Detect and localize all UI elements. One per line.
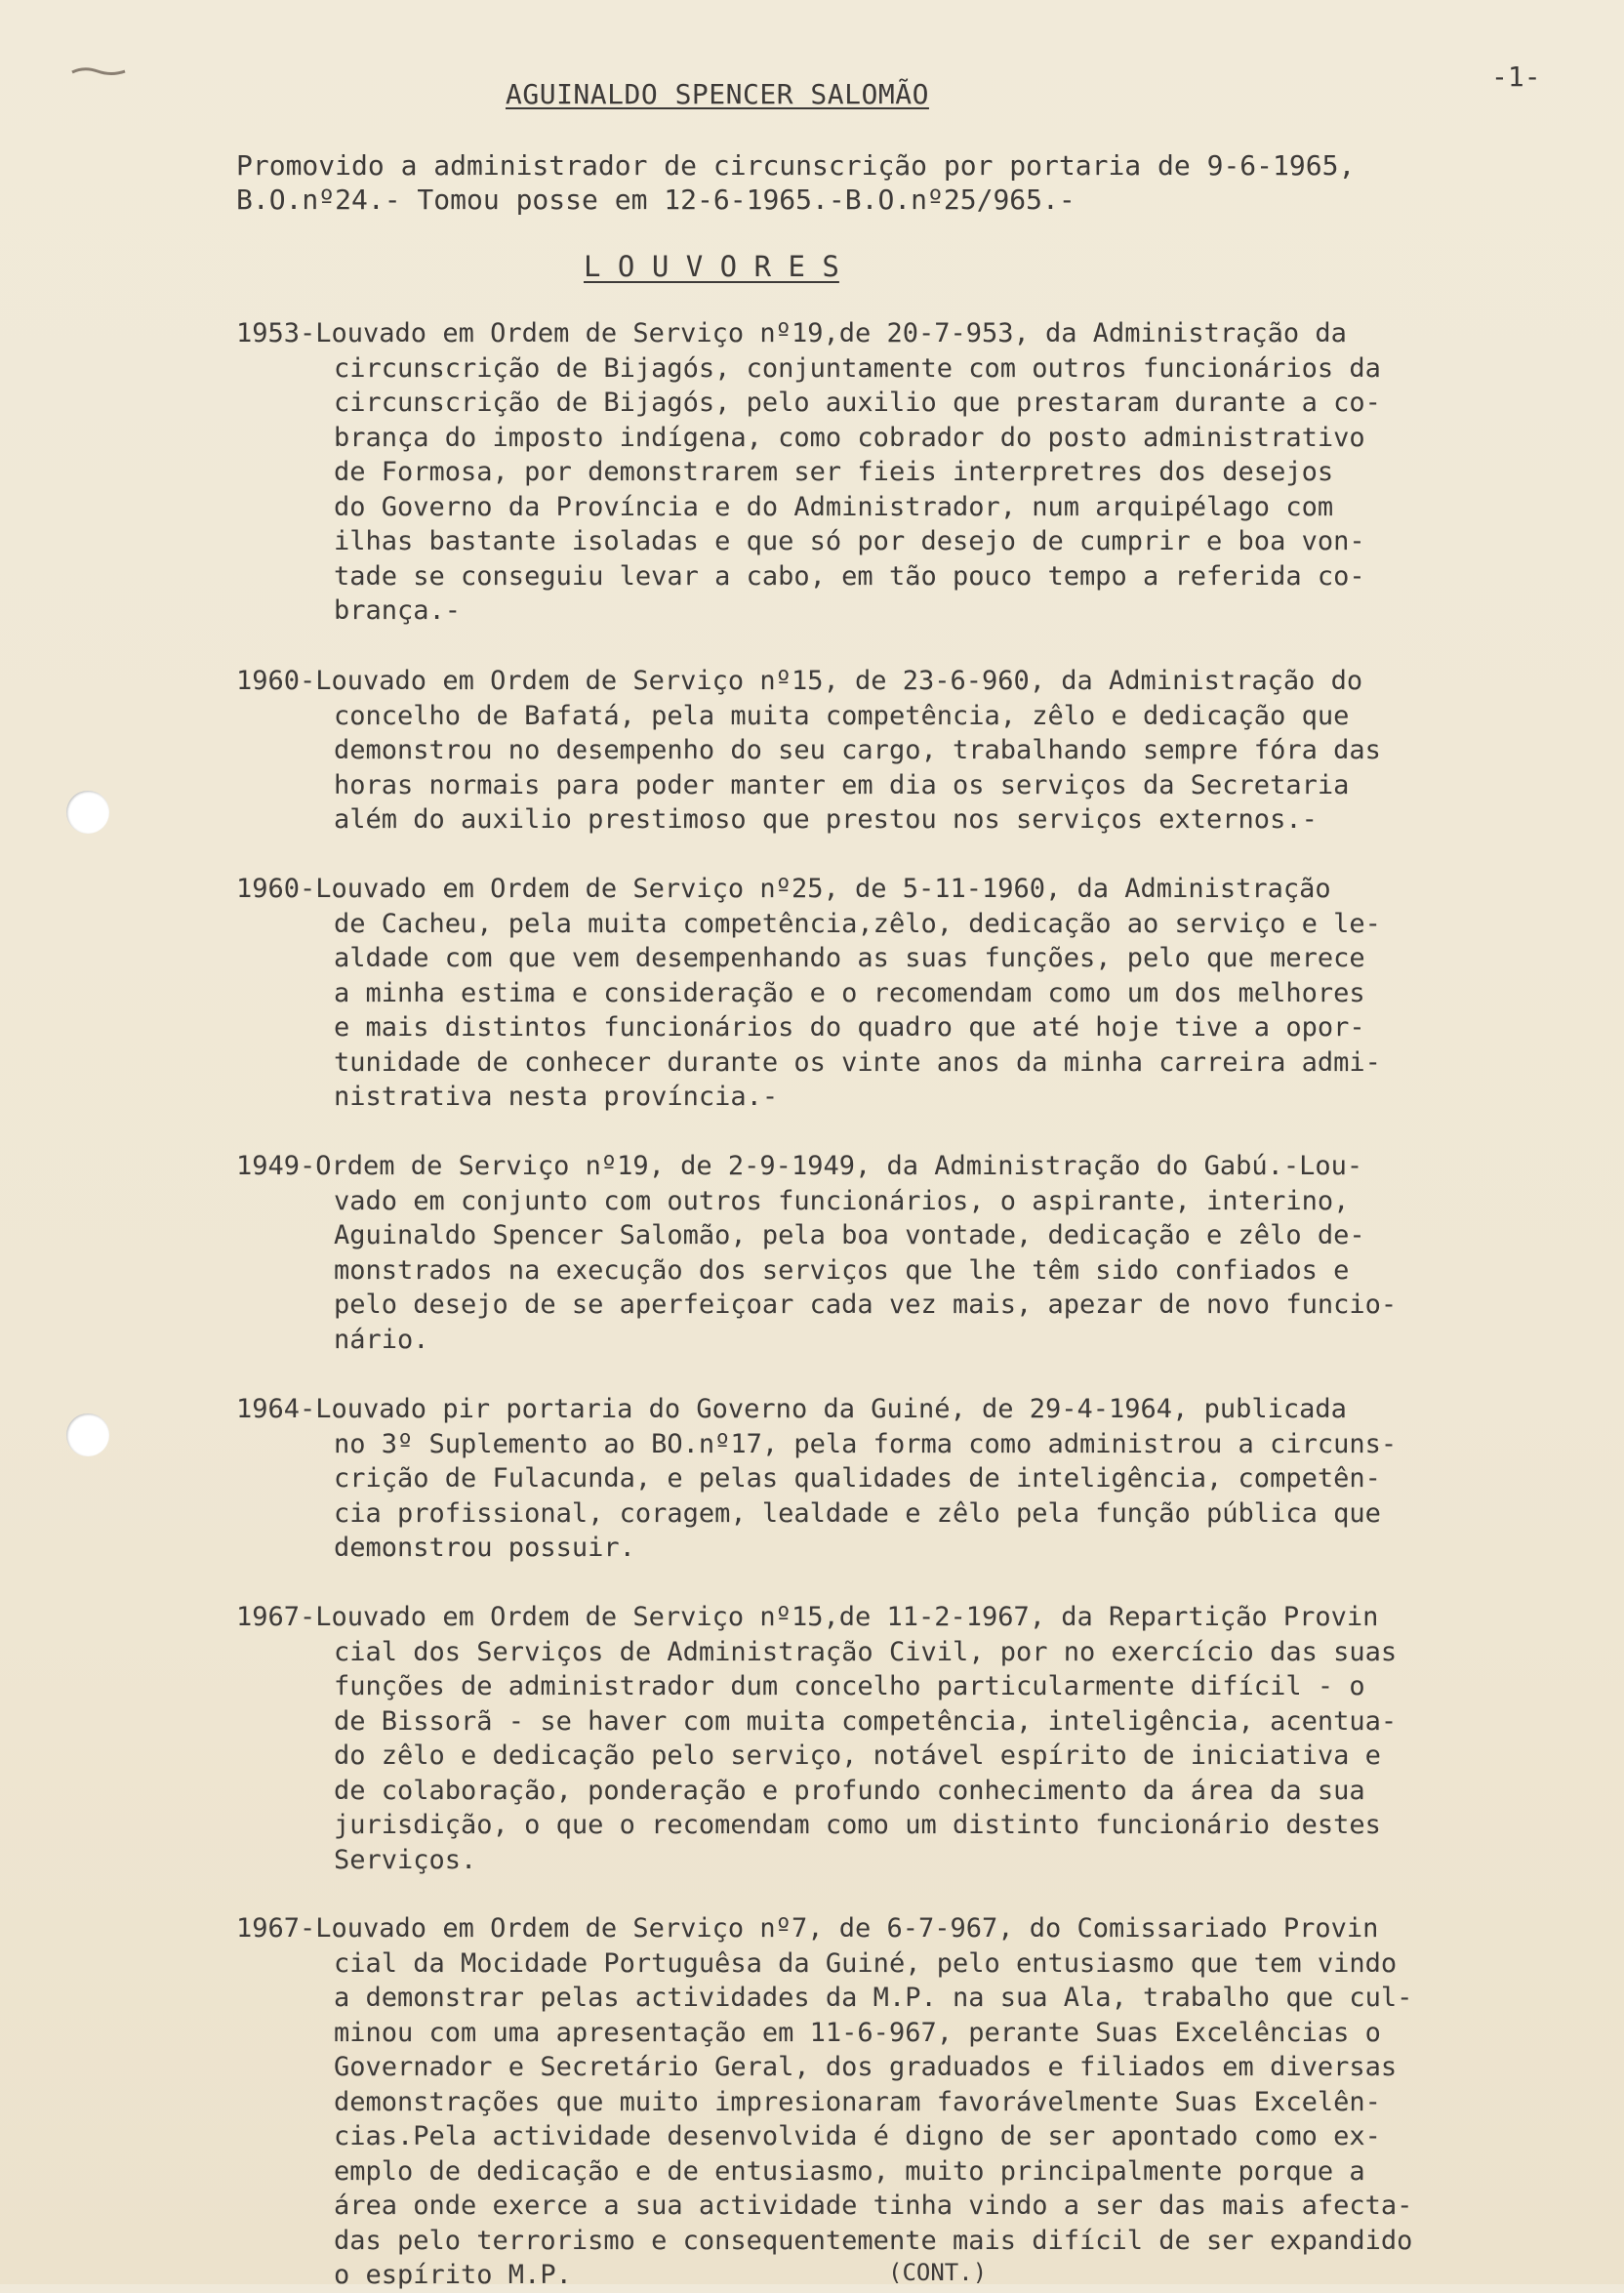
entry-line: nário. [334,1324,429,1355]
entry-line: de Cacheu, pela muita competência,zêlo, dedicação ao serviço e le- [334,908,1381,939]
commendation-entry [236,1149,1622,1357]
entry-line: e mais distintos funcionários do quadro que até hoje tive a opor- [334,1012,1365,1043]
punch-hole-upper [66,791,109,834]
page-number: -1- [1491,61,1541,93]
entry-line: área onde exerce a sua actividade tinha vindo a ser das mais afecta- [334,2191,1413,2221]
entry-line: demonstrou possuir. [334,1533,635,1563]
entry-line: do Governo da Província e do Administrador, num arquipélago com [334,491,1334,522]
entry-line: de Bissorã - se haver com muita competência, inteligência, acentua- [334,1705,1398,1737]
promotion-line: Promovido a administrador de circunscrição por portaria de 9-6-1965, [236,149,1356,182]
entry-line: cias.Pela actividade desenvolvida é digno de ser apontado como ex- [334,2121,1381,2151]
entry-line: ilhas bastante isoladas e que só por desejo de cumprir e boa von- [334,526,1365,556]
entry-line: vado em conjunto com outros funcionários, o aspirante, interino, [334,1185,1350,1216]
entry-line: pelo desejo de se aperfeiçoar cada vez mais, apezar de novo funcio- [334,1290,1398,1320]
entry-line: demonstrou no desempenho do seu cargo, trabalhando sempre fóra das [334,735,1381,765]
entry-line: do zêlo e dedicação pelo serviço, notável espírito de iniciativa e [334,1740,1381,1771]
entry-line: concelho de Bafatá, pela muita competência, zêlo e dedicação que [334,700,1350,731]
entry-line: 1960-Louvado em Ordem de Serviço nº15, de 23-6-960, da Administração do [236,666,1363,696]
promotion-note [236,148,1593,217]
section-title: L O U V O R E S [584,250,839,283]
entry-line: a demonstrar pelas actividades da M.P. na sua Ala, trabalho que cul- [334,1983,1413,2013]
commendation-entry [236,664,1622,838]
entry-line: cial da Mocidade Portuguêsa da Guiné, pelo entusiasmo que tem vindo [334,1947,1398,1979]
entry-line: monstrados na execução dos serviços que lhe têm sido confiados e [334,1254,1350,1286]
entry-line: aldade com que vem desempenhando as suas funções, pelo que merece [334,943,1365,973]
entry-line: de Formosa, por demonstrarem ser fieis interpretres dos desejos [334,457,1334,487]
commendation-entry [236,872,1622,1115]
entry-line: demonstrações que muito impresionaram favorávelmente Suas Excelên- [334,2086,1381,2117]
document-heading: AGUINALDO SPENCER SALOMÃO [506,78,929,110]
continuation-mark: (CONT.) [888,2259,988,2286]
entry-line: Governador e Secretário Geral, dos graduados e filiados em diversas [334,2052,1398,2082]
promotion-line: B.O.nº24.- Tomou posse em 12-6-1965.-B.O.nº25/965.- [236,184,1076,216]
entry-line: brança.- [334,595,462,626]
entry-line: circunscrição de Bijagós, conjuntamente com outros funcionários da [334,352,1381,384]
commendation-entry [236,316,1622,629]
entry-line: circunscrição de Bijagós, pelo auxilio que prestaram durante a co- [334,388,1381,418]
entry-line: 1953-Louvado em Ordem de Serviço nº19,de 20-7-953, da Administração da [236,318,1347,348]
entry-line: além do auxilio prestimoso que prestou nos serviços externos.- [334,804,1318,835]
entry-line: de colaboração, ponderação e profundo conhecimento da área da sua [334,1775,1365,1806]
entry-line: brança do imposto indígena, como cobrador do posto administrativo [334,422,1365,453]
commendation-entry [236,1911,1622,2293]
entry-line: funções de administrador dum concelho particularmente difícil - o [334,1671,1365,1701]
commendation-entry [236,1600,1622,1877]
entry-line: crição de Fulacunda, e pelas qualidades de inteligência, competên- [334,1463,1381,1494]
entry-line: 1967-Louvado em Ordem de Serviço nº15,de 11-2-1967, da Repartição Provin [236,1602,1379,1632]
entry-line: das pelo terrorismo e consequentemente mais difícil de ser expandido [334,2225,1413,2256]
entry-line: 1964-Louvado pir portaria do Governo da Guiné, de 29-4-1964, publicada [236,1394,1347,1424]
entry-line: jurisdição, o que o recomendam como um distinto funcionário destes [334,1810,1381,1840]
entry-line: tade se conseguiu levar a cabo, em tão pouco tempo a referida co- [334,560,1365,592]
entry-line: Aguinaldo Spencer Salomão, pela boa vontade, dedicação e zêlo de- [334,1220,1365,1250]
entry-line: horas normais para poder manter em dia os serviços da Secretaria [334,769,1350,800]
commendation-entry [236,1392,1622,1566]
entry-line: a minha estima e consideração e o recomendam como um dos melhores [334,977,1365,1008]
entry-line: 1949-Ordem de Serviço nº19, de 2-9-1949, da Administração do Gabú.-Lou- [236,1151,1363,1181]
entry-line: 1960-Louvado em Ordem de Serviço nº25, de 5-11-1960, da Administração [236,874,1331,904]
entry-line: no 3º Suplemento ao BO.nº17, pela forma como administrou a circuns- [334,1428,1398,1459]
entry-line: 1967-Louvado em Ordem de Serviço nº7, de 6-7-967, do Comissariado Provin [236,1913,1379,1944]
entry-line: emplo de dedicação e de entusiasmo, muito principalmente porque a [334,2155,1365,2187]
staple-mark [70,66,127,78]
entry-line: nistrativa nesta província.- [334,1082,779,1112]
entry-line: tunidade de conhecer durante os vinte anos da minha carreira admi- [334,1046,1381,1078]
entry-line: o espírito M.P. [334,2260,572,2290]
entry-line: Serviços. [334,1844,477,1875]
entry-line: minou com uma apresentação em 11-6-967, perante Suas Excelências o [334,2017,1381,2048]
entry-line: cial dos Serviços de Administração Civil, por no exercício das suas [334,1636,1398,1667]
entry-line: cia profissional, coragem, lealdade e zêlo pela função pública que [334,1497,1381,1529]
punch-hole-lower [66,1413,109,1456]
